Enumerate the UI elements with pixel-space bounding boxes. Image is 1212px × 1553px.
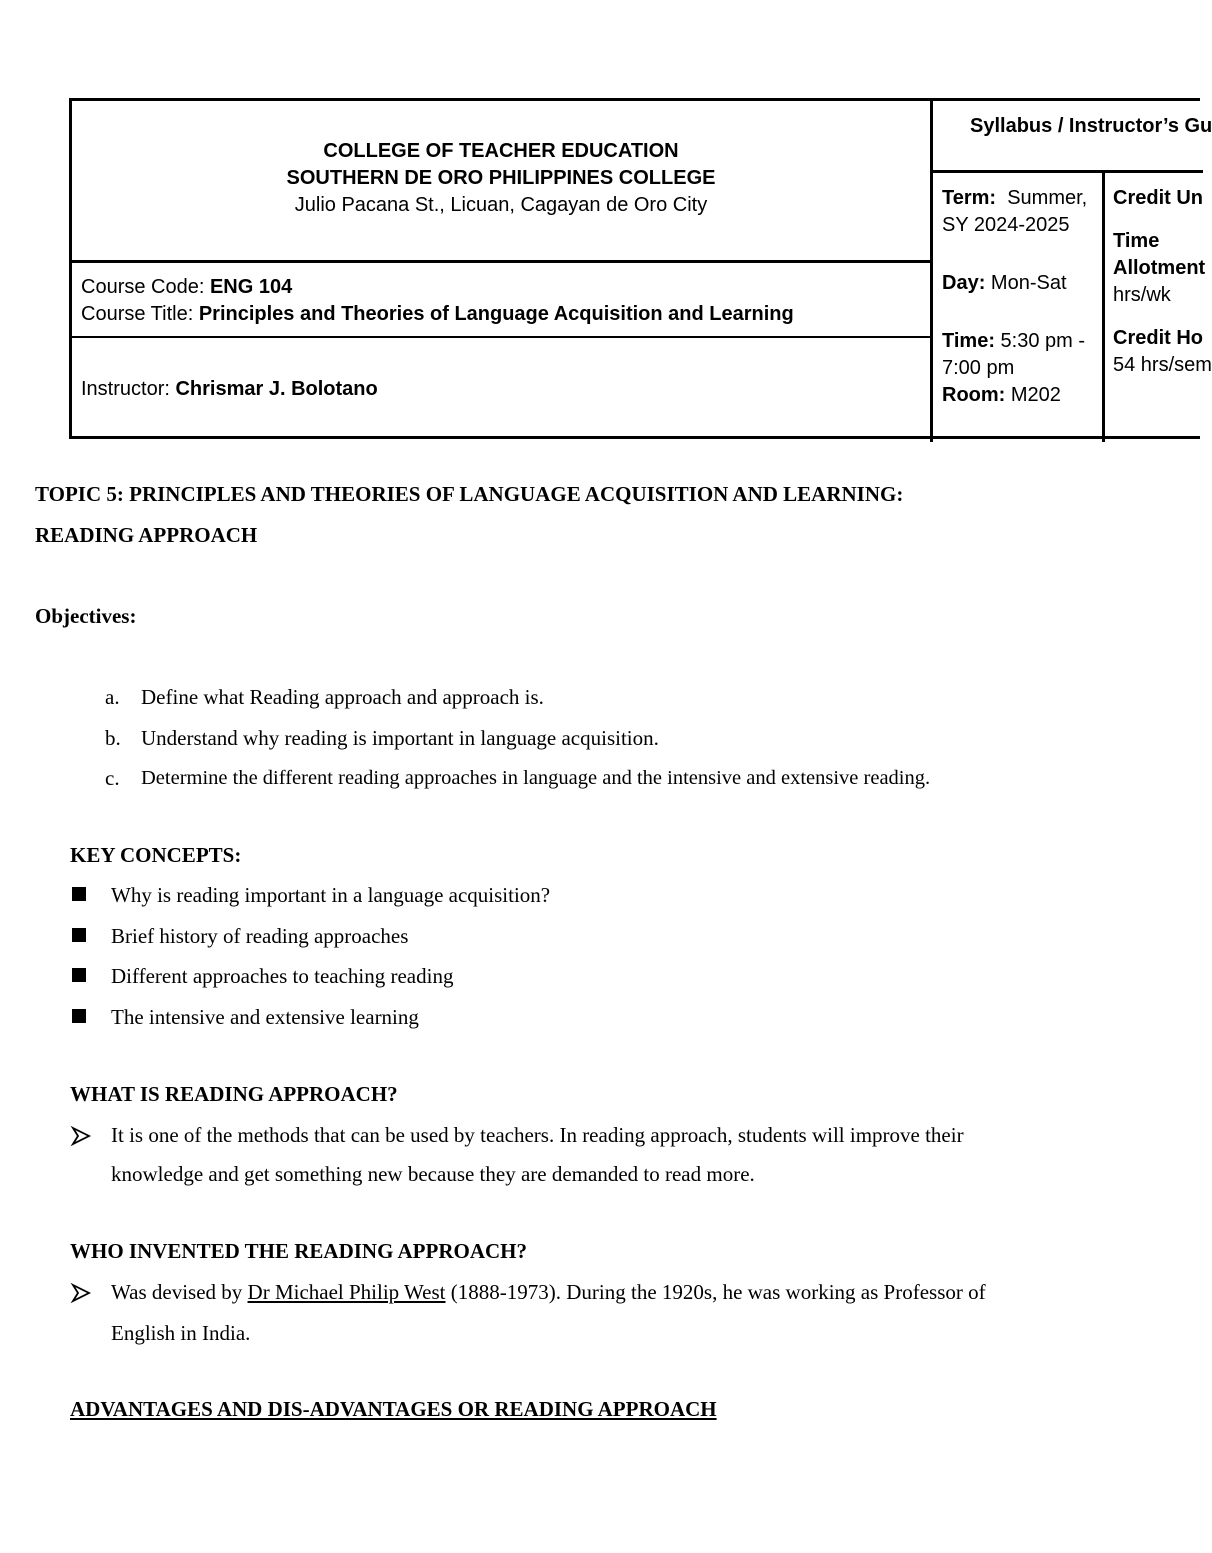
instructor-label: Instructor:	[81, 378, 170, 400]
syllabus-cell	[933, 101, 1212, 173]
arrow-bullet-icon	[72, 1127, 90, 1145]
syllabus-label: Syllabus / Instructor’s Gu	[970, 115, 1212, 137]
term-label: Term:	[942, 187, 997, 209]
objective-marker: b.	[105, 726, 121, 750]
square-bullet-icon	[72, 1009, 86, 1023]
what-is-text-line2: knowledge and get something new because they are demanded to read more.	[111, 1162, 755, 1186]
credit-cell	[1105, 173, 1212, 442]
objective-item: Determine the different reading approaches in language and the intensive and extensive reading.	[141, 767, 931, 789]
who-invented-heading: WHO INVENTED THE READING APPROACH?	[70, 1239, 527, 1263]
school-name: SOUTHERN DE ORO PHILIPPINES COLLEGE	[286, 167, 716, 189]
course-code-label: Course Code:	[81, 276, 205, 298]
schedule-cell	[933, 173, 1105, 442]
term-value: Summer,	[1007, 187, 1088, 209]
course-cell	[72, 263, 933, 338]
objective-marker: a.	[105, 685, 120, 709]
what-is-heading: WHAT IS READING APPROACH?	[70, 1082, 398, 1106]
time-allotment-label-2: Allotment	[1113, 257, 1206, 279]
credit-units-label: Credit Un	[1113, 187, 1203, 209]
college-cell	[72, 101, 933, 263]
credit-hours-label: Credit Ho	[1113, 327, 1203, 349]
topic-title: TOPIC 5: PRINCIPLES AND THEORIES OF LANGUAGE ACQUISITION AND LEARNING:	[35, 482, 904, 506]
time-value-end: 7:00 pm	[942, 357, 1015, 379]
objective-marker: c.	[105, 766, 120, 790]
school-address: Julio Pacana St., Licuan, Cagayan de Oro City	[294, 194, 708, 216]
course-title: Principles and Theories of Language Acquisition and Learning	[198, 303, 794, 325]
instructor-name: Chrismar J. Bolotano	[175, 378, 378, 400]
course-title-label: Course Title:	[81, 303, 194, 325]
key-concepts-heading: KEY CONCEPTS:	[70, 843, 242, 867]
room-value: M202	[1010, 384, 1061, 406]
course-header-table	[69, 98, 1212, 439]
topic-subtitle: READING APPROACH	[35, 523, 258, 547]
who-invented-pre: Was devised by	[111, 1280, 248, 1304]
time-value: 5:30 pm -	[1000, 330, 1086, 352]
west-link[interactable]: Dr Michael Philip West	[247, 1280, 446, 1304]
credit-hours-value: 54 hrs/sem	[1113, 354, 1212, 376]
day-label: Day:	[942, 272, 986, 294]
time-allotment-value: hrs/wk	[1113, 284, 1171, 306]
what-is-text-line1: It is one of the methods that can be used by teachers. In reading approach, students will improve their	[111, 1123, 964, 1147]
objective-item: Define what Reading approach and approach is.	[141, 685, 544, 709]
key-concept-item: Different approaches to teaching reading	[111, 964, 454, 988]
objective-item: Understand why reading is important in language acquisition.	[141, 726, 659, 750]
key-concept-item: The intensive and extensive learning	[111, 1005, 419, 1029]
time-allotment-label: Time	[1113, 230, 1160, 252]
instructor-cell	[72, 338, 933, 442]
advantages-heading: ADVANTAGES AND DIS-ADVANTAGES OR READING APPROACH	[70, 1397, 717, 1421]
college-name: COLLEGE OF TEACHER EDUCATION	[323, 140, 679, 162]
who-invented-text-line2: English in India.	[111, 1321, 251, 1345]
day-value: Mon-Sat	[990, 272, 1067, 294]
arrow-bullet-icon	[72, 1284, 90, 1302]
room-label: Room:	[942, 384, 1006, 406]
square-bullet-icon	[72, 968, 86, 982]
who-invented-text-line1	[111, 1278, 986, 1306]
term-year: SY 2024-2025	[942, 214, 1070, 236]
who-invented-post: (1888-1973). During the 1920s, he was working as Professor of	[445, 1280, 986, 1304]
key-concept-item: Brief history of reading approaches	[111, 924, 409, 948]
objectives-heading: Objectives:	[35, 604, 137, 628]
square-bullet-icon	[72, 928, 86, 942]
course-code: ENG 104	[209, 276, 293, 298]
square-bullet-icon	[72, 887, 86, 901]
key-concept-item: Why is reading important in a language acquisition?	[111, 883, 551, 907]
time-label: Time:	[942, 330, 995, 352]
